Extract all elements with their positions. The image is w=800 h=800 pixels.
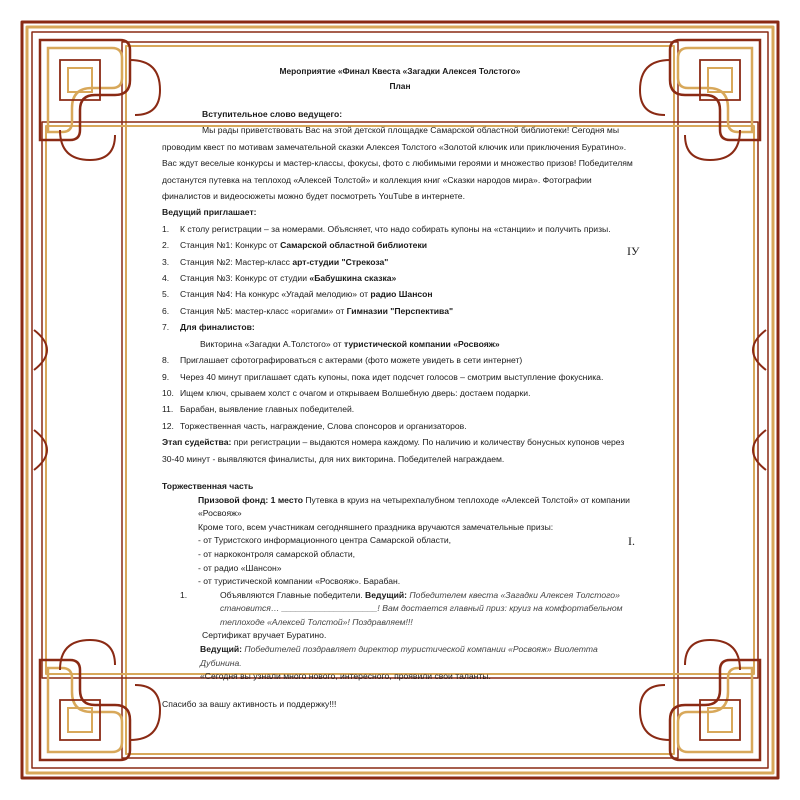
- also-prizes-text: Кроме того, всем участникам сегодняшнего праздника вручаются замечательные призы:: [198, 521, 554, 532]
- judging-paragraph: Этап судейства: при регистрации – выдаются номера каждому. По наличию и количеству бонусных купонов через 30-40 минут - выявляются финалисты, для них викторина. Победителей награждаем.: [162, 437, 625, 464]
- list-item: 12. Торжественная часть, награждение, Слова спонсоров и организаторов.: [162, 420, 467, 431]
- document-body: [162, 64, 638, 712]
- intro-text: Мы рады приветствовать Вас на этой детской площадке Самарской областной библиотеки! Сегодня мы проводим квест по мотивам замечательной сказки Алексея Толстого «Золотой ключик или приключения Буратино». Вас ждут веселые конкурсы и мастер-классы, фокусы, фото с любимыми героями и множество призов! Победителям достанутся путевка на теплоход «Алексей Толстой» и коллекция книг «Сказки народов мира». Фотографии финалистов и видеосюжеты можно будет посмотреть YouTube в интернете.: [162, 125, 633, 202]
- prize-sponsor: - от туристической компании «Росвояж». Барабан.: [198, 576, 401, 587]
- thanks-line: Спасибо за вашу активность и поддержку!!!: [162, 698, 337, 709]
- final-announcement: 1. Объявляются Главные победители. Ведущий: Победителем квеста «Загадки Алексея Толстого» становится… ____________________! Вам достается главный приз: круиз на комфортабельном теплоходе «Алексей Толстой»! Поздравляем!!!: [180, 589, 623, 627]
- host-invites-heading: Ведущий приглашает:: [162, 207, 257, 218]
- list-item: 5. Станция №4: На конкурс «Угадай мелодию» от радио Шансон: [162, 289, 433, 300]
- list-item: 11. Барабан, выявление главных победителей.: [162, 404, 355, 415]
- list-item: 3. Станция №2: Мастер-класс арт-студии "Стрекоза": [162, 256, 389, 267]
- list-item: 2. Станция №1: Конкурс от Самарской областной библиотеки: [162, 240, 428, 251]
- list-item: 10. Ищем ключ, срываем холст с очагом и открываем Волшебную дверь: достаем подарки.: [162, 387, 531, 398]
- list-item: 1. К столу регистрации – за номерами. Объясняет, что надо собирать купоны на «станции» и получить призы.: [162, 223, 611, 234]
- list-item: 8. Приглашает сфотографироваться с актерами (фото можете увидеть в сети интернет): [162, 355, 523, 366]
- document-title: Мероприятие «Финал Квеста «Загадки Алексея Толстого»: [279, 66, 521, 76]
- prize-sponsor: - от радио «Шансон»: [198, 562, 282, 573]
- list-item: 7. Для финалистов:: [162, 322, 255, 333]
- prize-sponsor: - от наркоконтроля самарской области,: [198, 548, 356, 559]
- ceremony-heading: Торжественная часть: [162, 480, 254, 491]
- document-subtitle: План: [389, 81, 411, 91]
- list-item: 6. Станция №5: мастер-класс «оригами» от Гимназии "Перспектива": [162, 305, 454, 316]
- closing-quote: «Сегодня вы узнали много нового, интересного, проявили свои таланты.: [200, 671, 491, 682]
- certificate-line: Сертификат вручает Буратино.: [202, 630, 327, 641]
- stray-mark: IУ: [627, 244, 640, 258]
- intro-heading: Вступительное слово ведущего:: [202, 109, 343, 119]
- quiz-line: Викторина «Загадки А.Толстого» от туристической компании «Росвояж»: [200, 338, 500, 349]
- host-congrats: Ведущий: Победителей поздравляет директор туристической компании «Росвояж» Виолетта Дубинина.: [200, 644, 598, 668]
- plan-list: [162, 221, 638, 434]
- list-item: 4. Станция №3: Конкурс от студии «Бабушкина сказка»: [162, 273, 397, 284]
- prize-paragraph: Призовой фонд: 1 место Путевка в круиз на четырехпалубном теплоходе «Алексей Толстой» от компании «Росвояж»: [198, 494, 630, 519]
- list-item: 9. Через 40 минут приглашает сдать купоны, пока идет подсчет голосов – смотрим выступление фокусника.: [162, 371, 604, 382]
- stray-mark: I.: [628, 534, 635, 548]
- prize-sponsor: - от Туристского информационного центра Самарской области,: [198, 535, 452, 546]
